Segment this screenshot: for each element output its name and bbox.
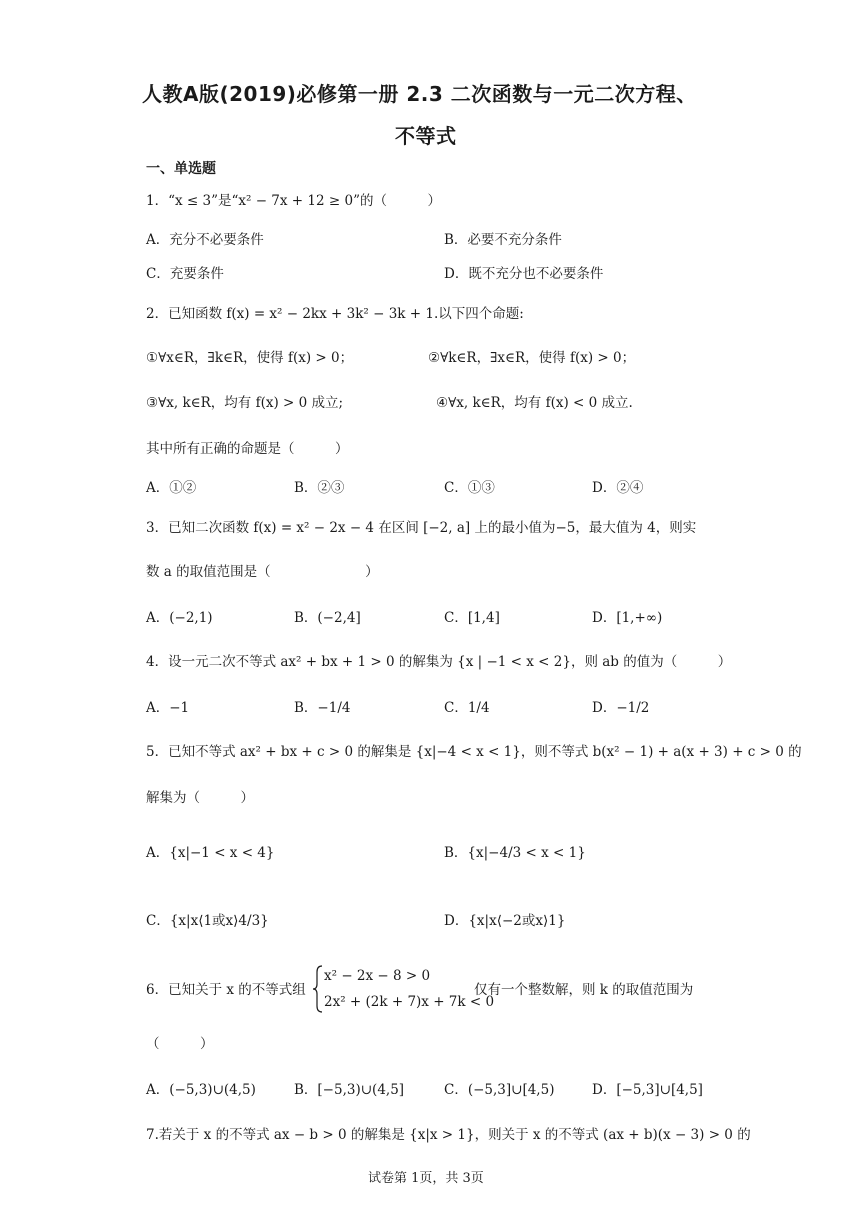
question-4-option-d[interactable]: D．−1/2 xyxy=(592,700,650,716)
question-3-stem-line-2: 数 a 的取值范围是（ ） xyxy=(146,564,379,580)
question-2-option-c[interactable]: C．①③ xyxy=(444,480,495,496)
section-heading: 一、单选题 xyxy=(146,161,216,177)
question-4-option-a[interactable]: A．−1 xyxy=(146,700,190,716)
question-6-stem-start: 6．已知关于 x 的不等式组 xyxy=(146,982,306,998)
question-6-option-b[interactable]: B．[−5,3)∪(4,5] xyxy=(294,1082,405,1098)
question-2-proposition-1: ①∀x∈R，∃k∈R，使得 f(x) > 0； xyxy=(146,350,354,366)
question-6-option-c[interactable]: C．(−5,3]∪[4,5) xyxy=(444,1082,555,1098)
question-5-option-d[interactable]: D．{x|x⟨−2或x⟩1} xyxy=(444,913,566,929)
question-6-system-eq-1: x² − 2x − 8 > 0 xyxy=(324,968,431,984)
question-4-stem: 4．设一元二次不等式 ax² + bx + 1 > 0 的解集为 {x | −1 < x < 2}，则 ab 的值为（ ） xyxy=(146,654,732,670)
question-6-system-eq-2: 2x² + (2k + 7)x + 7k < 0 xyxy=(324,994,495,1010)
question-2-proposition-2: ②∀k∈R，∃x∈R，使得 f(x) > 0； xyxy=(428,350,636,366)
question-1-option-c[interactable]: C．充要条件 xyxy=(146,266,224,282)
question-3-option-d[interactable]: D．[1,+∞) xyxy=(592,610,663,626)
question-3-option-b[interactable]: B．(−2,4] xyxy=(294,610,361,626)
question-1-option-b[interactable]: B．必要不充分条件 xyxy=(444,232,562,248)
question-3-option-a[interactable]: A．(−2,1) xyxy=(146,610,213,626)
question-5-stem-line-2: 解集为（ ） xyxy=(146,790,254,806)
question-2-proposition-3: ③∀x, k∈R，均有 f(x) > 0 成立; xyxy=(146,395,344,411)
question-5-stem-line-1: 5．已知不等式 ax² + bx + c > 0 的解集是 {x|−4 < x < 1}，则不等式 b(x² − 1) + a(x + 3) + c > 0 的 xyxy=(146,744,802,760)
question-3-stem-line-1: 3．已知二次函数 f(x) = x² − 2x − 4 在区间 [−2, a] 上的最小值为−5，最大值为 4，则实 xyxy=(146,520,697,536)
question-1-stem: 1．“x ≤ 3”是“x² − 7x + 12 ≥ 0”的（ ） xyxy=(146,193,441,209)
left-brace-icon xyxy=(312,964,324,1014)
question-3-option-c[interactable]: C．[1,4] xyxy=(444,610,500,626)
question-5-option-b[interactable]: B．{x|−4/3 < x < 1} xyxy=(444,845,586,861)
question-4-option-b[interactable]: B．−1/4 xyxy=(294,700,351,716)
question-2-option-b[interactable]: B．②③ xyxy=(294,480,345,496)
question-4-option-c[interactable]: C．1/4 xyxy=(444,700,490,716)
question-6-stem-end: 仅有一个整数解，则 k 的取值范围为 xyxy=(474,982,694,998)
question-2-stem: 2．已知函数 f(x) = x² − 2kx + 3k² − 3k + 1.以下四个命题: xyxy=(146,306,524,322)
question-6-option-a[interactable]: A．(−5,3)∪(4,5) xyxy=(146,1082,256,1098)
question-2-option-d[interactable]: D．②④ xyxy=(592,480,644,496)
question-5-option-c[interactable]: C．{x|x⟨1或x⟩4/3} xyxy=(146,913,269,929)
title-line-2: 不等式 xyxy=(395,124,457,148)
title-line-1: 人教A版(2019)必修第一册 2.3 二次函数与一元二次方程、 xyxy=(142,82,697,106)
question-6-stem-bracket: （ ） xyxy=(146,1036,214,1052)
question-5-option-a[interactable]: A．{x|−1 < x < 4} xyxy=(146,845,275,861)
question-1-option-a[interactable]: A．充分不必要条件 xyxy=(146,232,264,248)
question-2-proposition-4: ④∀x, k∈R，均有 f(x) < 0 成立. xyxy=(436,395,633,411)
page-footer: 试卷第 1页，共 3页 xyxy=(368,1171,484,1186)
question-2-prompt: 其中所有正确的命题是（ ） xyxy=(146,441,349,457)
question-1-option-d[interactable]: D．既不充分也不必要条件 xyxy=(444,266,604,282)
question-6-option-d[interactable]: D．[−5,3]∪[4,5] xyxy=(592,1082,703,1098)
question-7-stem: 7.若关于 x 的不等式 ax − b > 0 的解集是 {x|x > 1}，则关于 x 的不等式 (ax + b)(x − 3) > 0 的 xyxy=(146,1127,751,1143)
question-2-option-a[interactable]: A．①② xyxy=(146,480,197,496)
